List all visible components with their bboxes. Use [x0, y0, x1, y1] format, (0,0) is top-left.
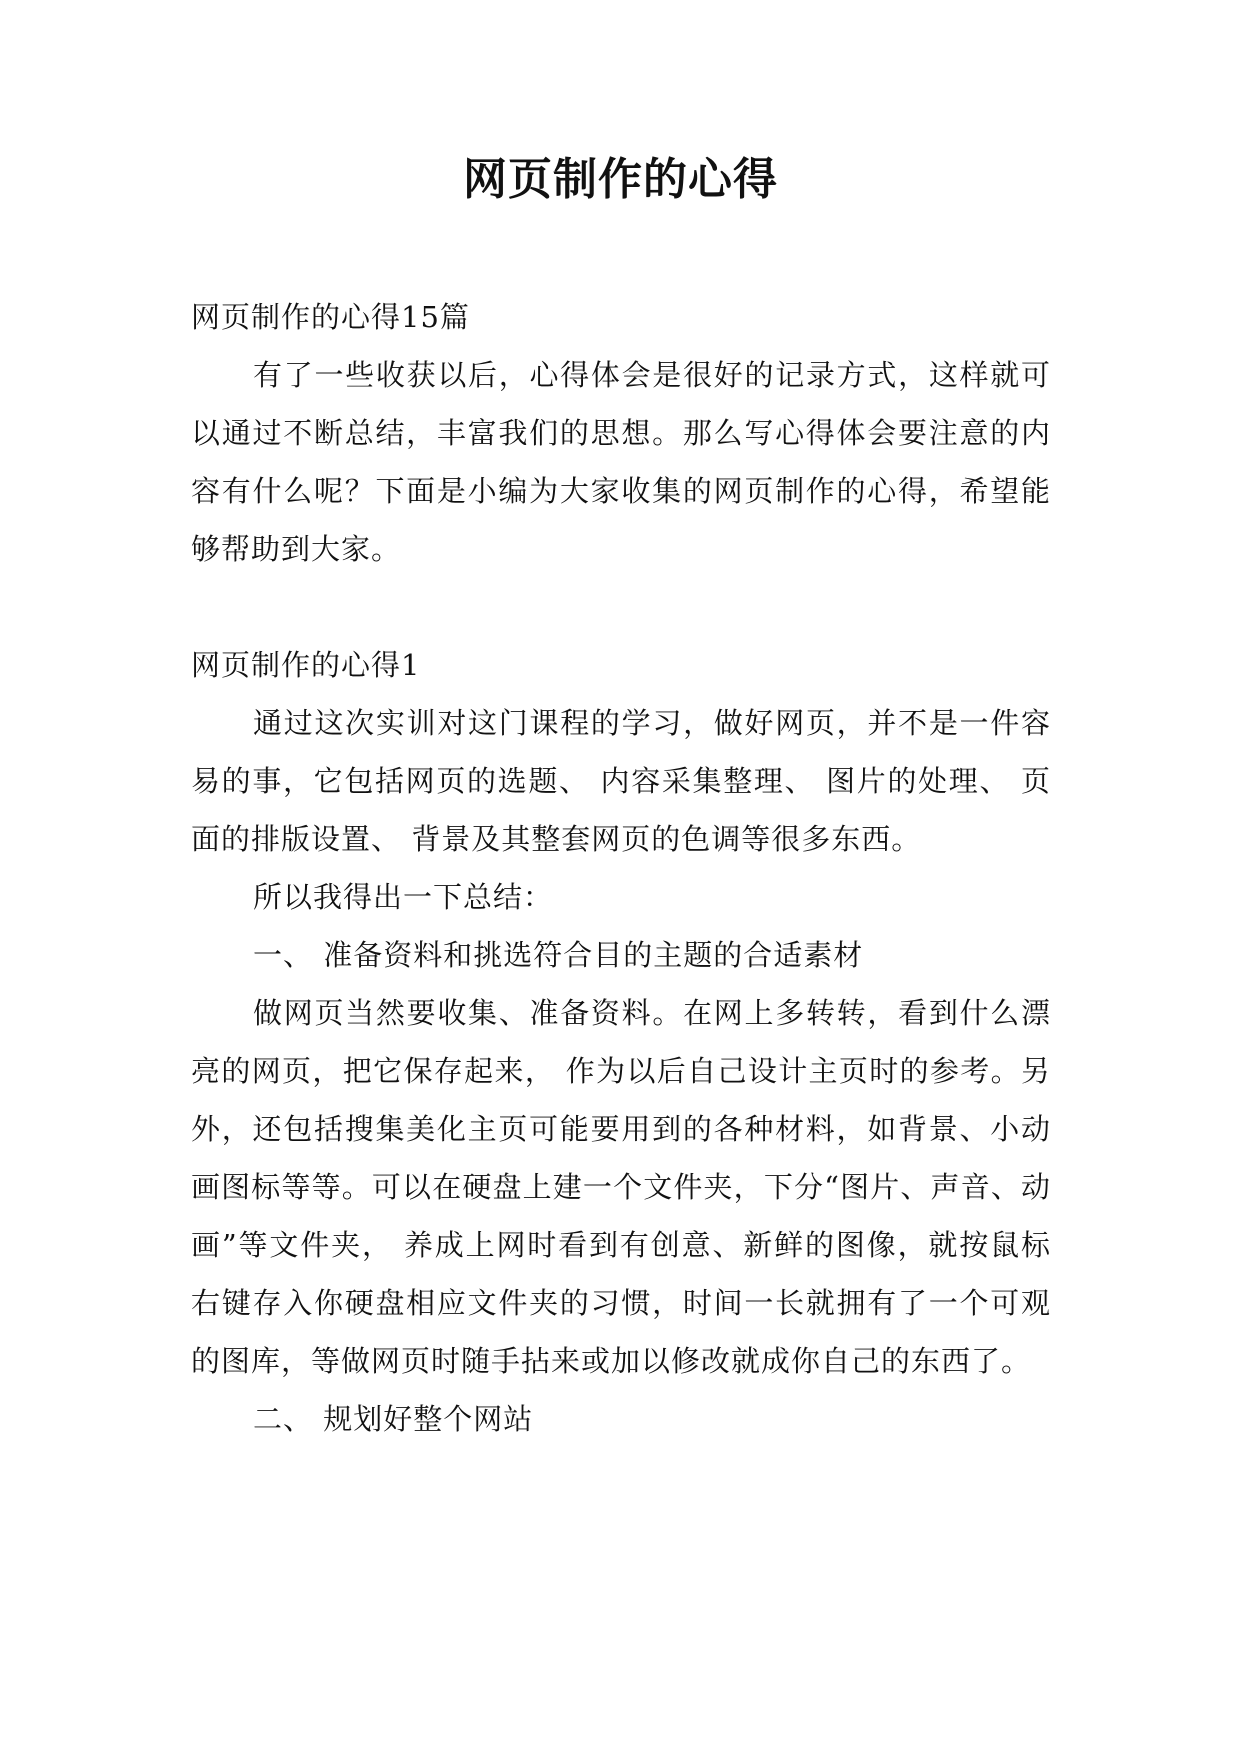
list-heading: 一、 准备资料和挑选符合目的主题的合适素材: [253, 938, 864, 972]
body-paragraph: 所以我得出一下总结：: [253, 880, 554, 914]
body-paragraph: 做网页当然要收集、准备资料。在网上多转转，看到什么漂亮的网页，把它保存起来， 作为以后自己设计主页时的参考。另外，还包括搜集美化主页可能要用到的各种材料，如背景、小动画图标等等。可以在硬盘上建一个文件夹，下分“图片、声音、动画”等文件夹， 养成上网时看到有创意、新鲜的图像，就按鼠标右键存入你硬盘相应文件夹的习惯，时间一长就拥有了一个可观的图库，等做网页时随手拈来或加以修改就成你自己的东西了。: [191, 996, 1051, 1378]
intro-paragraph: 有了一些收获以后，心得体会是很好的记录方式，这样就可以通过不断总结，丰富我们的思想。那么写心得体会要注意的内容有什么呢？下面是小编为大家收集的网页制作的心得，希望能够帮助到大家。: [191, 358, 1051, 566]
list-heading: 二、 规划好整个网站: [253, 1402, 534, 1436]
section-heading: 网页制作的心得1: [191, 648, 421, 682]
document-title: 网页制作的心得: [463, 154, 778, 205]
subtitle-line: 网页制作的心得15篇: [191, 300, 470, 334]
document-body: [191, 288, 1051, 1448]
body-paragraph: 通过这次实训对这门课程的学习，做好网页，并不是一件容易的事，它包括网页的选题、 内容采集整理、 图片的处理、 页面的排版设置、 背景及其整套网页的色调等很多东西。: [191, 706, 1051, 856]
